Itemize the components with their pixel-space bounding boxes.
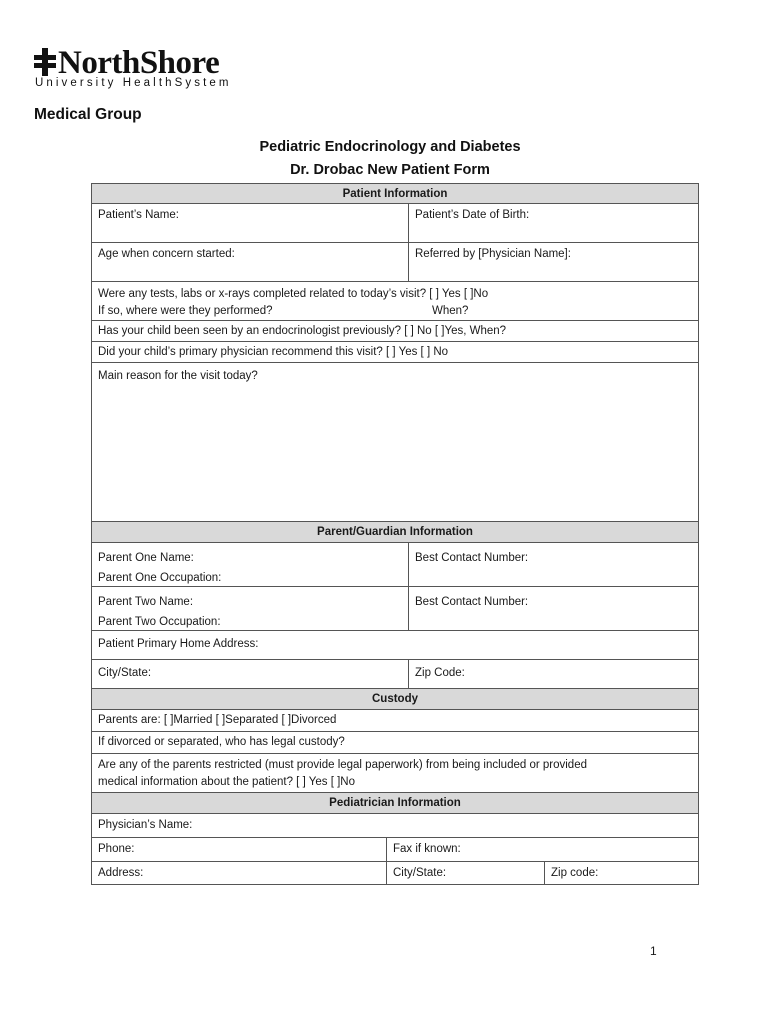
physician-address-field[interactable]: [92, 862, 386, 884]
field-label: Did your child’s primary physician recommend this visit? [ ] Yes [ ] No: [98, 346, 449, 358]
home-address-field[interactable]: [91, 631, 699, 660]
field-label: Main reason for the visit today?: [98, 370, 258, 382]
patient-name-field[interactable]: [92, 204, 408, 242]
physician-zip-field[interactable]: [544, 862, 698, 884]
form-row: [91, 204, 699, 243]
section-header-custody: Custody: [91, 689, 699, 710]
main-reason-field[interactable]: [91, 363, 699, 522]
city-state-field[interactable]: [92, 660, 408, 688]
field-label: Parent One Occupation:: [98, 572, 222, 584]
field-label: Best Contact Number:: [415, 596, 529, 608]
field-label: Were any tests, labs or x-rays completed related to today’s visit? [ ] Yes [ ]No: [98, 288, 489, 300]
field-label: Patient’s Date of Birth:: [415, 209, 530, 221]
parent-one-field[interactable]: [92, 543, 408, 586]
field-label: Patient Primary Home Address:: [98, 638, 259, 650]
field-label: [98, 303, 692, 320]
field-label: If divorced or separated, who has legal custody?: [98, 736, 345, 748]
brand-tagline: University HealthSystem: [35, 77, 232, 89]
physician-phone-field[interactable]: [92, 838, 386, 861]
field-label: Are any of the parents restricted (must provide legal paperwork) from being included or provided: [98, 759, 587, 771]
field-label: City/State:: [98, 667, 152, 679]
when-label: When?: [432, 305, 469, 317]
patient-dob-field[interactable]: [408, 204, 698, 242]
where-performed-label: If so, where were they performed?: [98, 305, 273, 317]
form-row: [91, 838, 699, 862]
field-label: Zip Code:: [415, 667, 465, 679]
section-header-patient-info: Patient Information: [91, 183, 699, 204]
brand-name: NorthShore: [58, 45, 220, 81]
zip-code-field[interactable]: [408, 660, 698, 688]
form-row: [91, 587, 699, 631]
division-name: Medical Group: [34, 106, 142, 123]
parents-status-row[interactable]: [91, 710, 699, 732]
form-row: [91, 660, 699, 689]
field-label: Parent One Name:: [98, 552, 194, 564]
field-label: Best Contact Number:: [415, 552, 529, 564]
primary-physician-question-row[interactable]: [91, 342, 699, 363]
age-concern-field[interactable]: [92, 243, 408, 281]
patient-form: [91, 183, 699, 885]
endocrinologist-question-row[interactable]: [91, 321, 699, 342]
form-row: [91, 862, 699, 885]
form-title: Pediatric Endocrinology and Diabetes: [259, 139, 521, 155]
physician-fax-field[interactable]: [386, 838, 698, 861]
parent-two-contact-field[interactable]: [408, 587, 698, 630]
parent-two-field[interactable]: [92, 587, 408, 630]
section-header-pediatrician: Pediatrician Information: [91, 793, 699, 814]
field-label: Phone:: [98, 843, 135, 855]
field-label: Zip code:: [551, 867, 599, 879]
field-label: Parent Two Occupation:: [98, 616, 221, 628]
physician-name-field[interactable]: [91, 814, 699, 838]
parents-restricted-row[interactable]: [91, 754, 699, 793]
field-label: City/State:: [393, 867, 447, 879]
section-header-parent-info: Parent/Guardian Information: [91, 522, 699, 543]
parent-one-contact-field[interactable]: [408, 543, 698, 586]
legal-custody-field[interactable]: [91, 732, 699, 754]
field-label: Fax if known:: [393, 843, 461, 855]
field-label: Age when concern started:: [98, 248, 235, 260]
tests-question-row[interactable]: [91, 282, 699, 321]
referred-by-field[interactable]: [408, 243, 698, 281]
field-label: Referred by [Physician Name]:: [415, 248, 571, 260]
form-subtitle: Dr. Drobac New Patient Form: [290, 162, 490, 178]
physician-city-field[interactable]: [386, 862, 544, 884]
field-label: Patient’s Name:: [98, 209, 179, 221]
field-label: Parents are: [ ]Married [ ]Separated [ ]Divorced: [98, 714, 337, 726]
form-row: [91, 543, 699, 587]
field-label: medical information about the patient? [ ] Yes [ ]No: [98, 776, 355, 788]
cross-logo-icon: [34, 48, 56, 76]
form-row: [91, 243, 699, 282]
page-number: 1: [650, 944, 657, 958]
field-label: Physician’s Name:: [98, 819, 193, 831]
field-label: Address:: [98, 867, 144, 879]
field-label: Parent Two Name:: [98, 596, 194, 608]
field-label: Has your child been seen by an endocrinologist previously? [ ] No [ ]Yes, When?: [98, 325, 507, 337]
